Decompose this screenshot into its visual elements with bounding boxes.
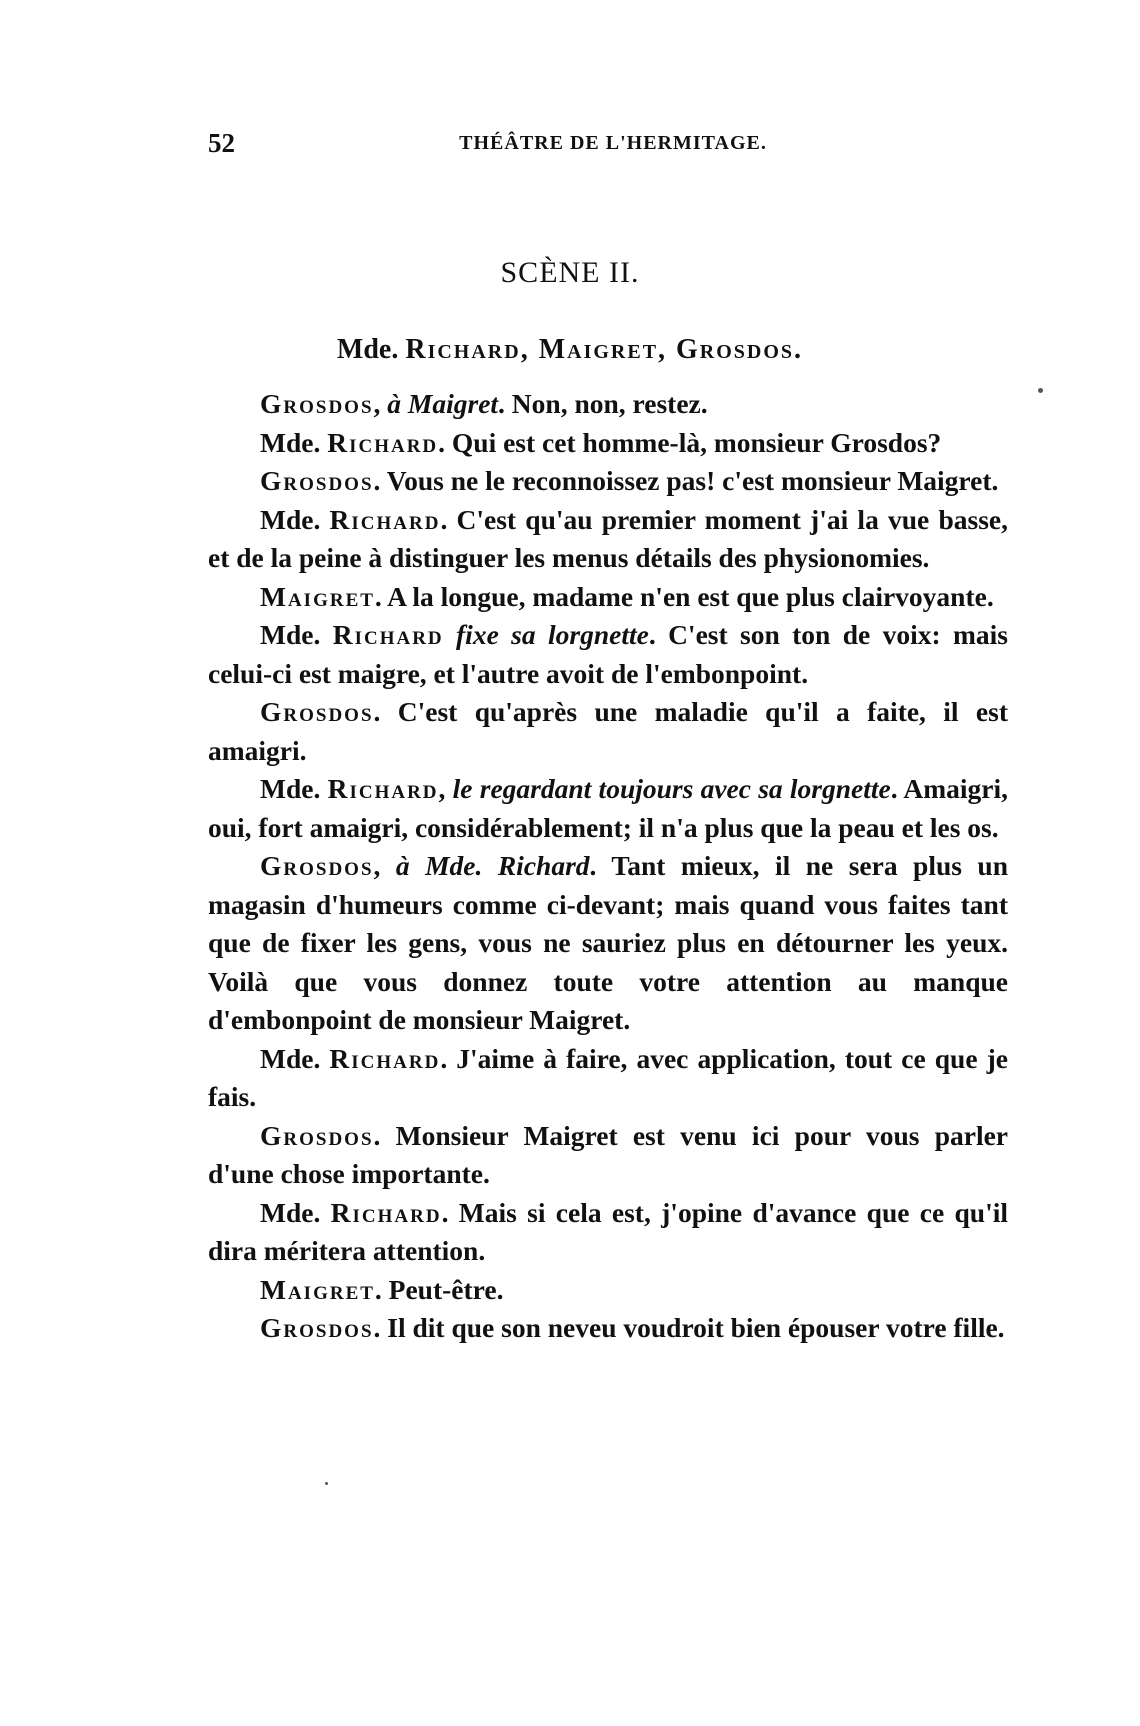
stage-direction: fixe sa lorgnette [456,619,649,650]
speaker-name: Maigret [260,580,375,612]
speaker-name: Grosdos [260,1119,374,1151]
speech-paragraph [208,501,1008,578]
connector: , [438,773,453,804]
speech-text: . C'est son ton de voix: mais celui-ci est maigre, et l'autre avoit de l'embonpoint. [208,619,1008,689]
speaker-prefix: Mde. [260,503,330,535]
speech-paragraph [208,1194,1008,1271]
speech-text: . Il dit que son neveu voudroit bien épouser votre fille. [373,1312,1005,1343]
speech-text: . Non, non, restez. [498,388,708,419]
speech-paragraph [208,1117,1008,1194]
dialogue-text [208,385,1008,1348]
page-header [208,128,1018,168]
scene-title: SCÈNE II. [500,256,640,289]
speech-text: . C'est qu'au premier moment j'ai la vue basse, et de la peine à distinguer les menus détails des physionomies. [208,503,1008,573]
speaker-name: Grosdos [260,850,374,881]
speech-text: . Mais si cela est, j'opine d'avance que ce qu'il dira méritera attention. [208,1196,1008,1266]
speech-text: . A la longue, madame n'en est que plus clairvoyante. [374,580,994,612]
speech-paragraph [208,462,1008,501]
speech-text: . Peut-être. [374,1273,504,1305]
character-list-prefix: Mde. [336,334,406,365]
speech-paragraph [208,1040,1008,1117]
speech-paragraph [208,693,1008,770]
speech-text: . C'est qu'après une maladie qu'il a faite, il est amaigri. [208,696,1008,766]
speaker-name: Maigret [260,1273,375,1305]
running-title: THÉÂTRE DE L'HERMITAGE. [459,132,767,154]
speech-paragraph [208,770,1008,847]
connector [444,619,456,650]
speaker-name: Richard [332,619,444,650]
speech-paragraph [208,424,1008,463]
ink-speck [325,1482,328,1485]
speech-text: . Tant mieux, il ne sera plus un magasin d'humeurs comme ci-devant; mais quand vous faites tant que de fixer les gens, vous ne sauriez plus en détourner les yeux. Voilà que vous donnez toute votre attention au manque d'embonpoint de monsieur Maigret. [208,850,1009,1035]
speaker-name: Richard [329,1042,441,1074]
speaker-name: Richard [327,426,439,458]
speaker-name: Richard [327,773,439,804]
speaker-name: Grosdos [260,1312,374,1343]
ink-speck [1038,388,1043,393]
speech-paragraph [208,616,1008,693]
speech-paragraph [208,578,1008,617]
speaker-prefix: Mde. [260,426,328,458]
connector: , [373,388,388,419]
page-number: 52 [208,128,235,158]
speaker-prefix: Mde. [260,619,333,650]
speech-text: . Amaigri, oui, fort amaigri, considérablement; il n'a plus que la peau et les os. [208,773,1008,843]
speaker-name: Grosdos [260,388,374,419]
stage-direction: le regardant toujours avec sa lorgnette [452,773,891,804]
speaker-prefix: Mde. [260,773,328,804]
speaker-prefix: Mde. [260,1196,331,1228]
speaker-name: Grosdos [260,465,374,496]
speech-text: . Vous ne le reconnoissez pas! c'est monsieur Maigret. [373,465,999,496]
stage-direction: à Maigret [387,388,499,419]
speech-text: . Monsieur Maigret est venu ici pour vous parler d'une chose importante. [208,1119,1008,1189]
speaker-name: Richard [330,1196,442,1228]
speech-paragraph [208,1309,1008,1348]
connector: , [373,850,396,881]
speaker-name: Richard [329,503,441,535]
speech-paragraph [208,385,1008,424]
speech-text: . Qui est cet homme-là, monsieur Grosdos? [438,426,942,458]
speech-text: . J'aime à faire, avec application, tout ce que je fais. [208,1042,1008,1112]
speech-paragraph [208,1271,1008,1310]
speaker-name: Grosdos [260,696,374,727]
character-names: Richard, Maigret, Grosdos. [405,334,804,365]
stage-direction: à Mde. Richard [395,850,590,881]
speaker-prefix: Mde. [260,1042,330,1074]
speech-paragraph [208,847,1008,1040]
character-list [0,334,1140,366]
